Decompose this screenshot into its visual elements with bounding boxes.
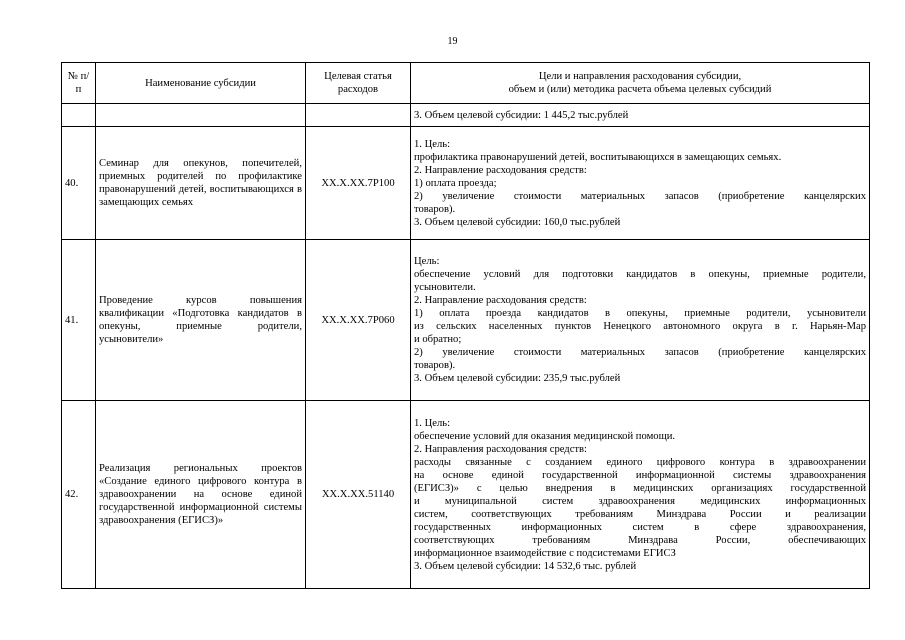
subsidy-table: [61, 62, 870, 589]
cell-code: XX.X.XX.7P060: [306, 240, 411, 401]
desc-line: 3. Объем целевой субсидии: 160,0 тыс.рублей: [414, 216, 621, 228]
desc-line: систем, соответствующих требованиям Минздрава России и реализации: [414, 508, 866, 520]
desc-line: (ЕГИСЗ)» с целью внедрения в медицинских организациях государственной: [414, 482, 866, 494]
desc-line: на основе единой государственной информационной системы здравоохранения: [414, 469, 866, 481]
header-name: Наименование субсидии: [96, 63, 306, 104]
table-row-continuation: [62, 104, 870, 127]
cell-desc: [411, 240, 870, 401]
cell-code: XX.X.XX.51140: [306, 401, 411, 589]
cell-code: [306, 104, 411, 127]
desc-line: 1. Цель:: [414, 138, 451, 150]
cell-num: 41.: [62, 240, 96, 401]
table-row: [62, 401, 870, 589]
cell-num: 42.: [62, 401, 96, 589]
header-desc: [411, 63, 870, 104]
cell-num: 40.: [62, 127, 96, 240]
header-desc-line1: Цели и направления расходования субсидии,: [538, 71, 742, 82]
desc-line: 1. Цель:: [414, 417, 451, 429]
desc-line: информационное взаимодействие с подсистемами ЕГИСЗ: [414, 547, 676, 559]
desc-line: 3. Объем целевой субсидии: 14 532,6 тыс. рублей: [414, 560, 637, 572]
desc-line: товаров).: [414, 203, 456, 215]
desc-line: расходы связанные с созданием единого цифрового контура в здравоохранении: [414, 456, 866, 468]
desc-line: 2) увеличение стоимости материальных запасов (приобретение канцелярских: [414, 347, 866, 358]
table-header-row: [62, 63, 870, 104]
desc-line: 1) оплата проезда;: [414, 177, 497, 189]
cell-num: [62, 104, 96, 127]
desc-line: из сельских населенных пунктов Ненецкого автономного округа в г. Нарьян-Мар: [414, 321, 866, 332]
desc-line: 2. Направление расходования средств:: [414, 164, 587, 176]
desc-line: усыновители.: [414, 282, 476, 293]
desc-line: обеспечение условий для подготовки кандидатов в опекуны, приемные родители,: [414, 269, 866, 280]
desc-line: товаров).: [414, 360, 456, 371]
desc-line: соответствующих требованиям Минздрава России, обеспечивающих: [414, 534, 866, 546]
desc-line: профилактика правонарушений детей, воспитывающихся в замещающих семьях.: [414, 151, 782, 163]
desc-line: 2. Направление расходования средств:: [414, 295, 587, 306]
cell-desc: 3. Объем целевой субсидии: 1 445,2 тыс.рублей: [411, 104, 870, 127]
cell-name: Проведение курсов повышения квалификации «Подготовка кандидатов в опекуны, приемные родители, усыновители»: [96, 240, 306, 401]
table-row: [62, 127, 870, 240]
cell-desc: [411, 127, 870, 240]
desc-line: и муниципальной систем здравоохранения медицинских информационных: [414, 495, 866, 507]
header-desc-line2: объем и (или) методика расчета объема целевых субсидий: [508, 84, 772, 95]
desc-line: 2) увеличение стоимости материальных запасов (приобретение канцелярских: [414, 190, 866, 202]
desc-line: и обратно;: [414, 334, 462, 345]
cell-name: Семинар для опекунов, попечителей, приемных родителей по профилактике правонарушений детей, воспитывающихся в замещающих семьях: [96, 127, 306, 240]
table-row: [62, 240, 870, 401]
desc-line: обеспечение условий для оказания медицинской помощи.: [414, 430, 676, 442]
cell-desc: [411, 401, 870, 589]
header-num: № п/п: [62, 63, 96, 104]
page-number: 19: [447, 36, 458, 47]
desc-line: 3. Объем целевой субсидии: 235,9 тыс.рублей: [414, 373, 621, 384]
desc-line: 1) оплата проезда кандидатов в опекуны, приемные родители, усыновители: [414, 308, 866, 319]
header-code: Целевая статья расходов: [306, 63, 411, 104]
cell-name: Реализация региональных проектов «Создание единого цифрового контура в здравоохранении на основе единой государственной информационной системы здравоохранения (ЕГИСЗ)»: [96, 401, 306, 589]
desc-line: Цель:: [414, 256, 440, 267]
cell-name: [96, 104, 306, 127]
cell-code: XX.X.XX.7P100: [306, 127, 411, 240]
desc-line: государственных информационных систем в сфере здравоохранения,: [414, 521, 866, 533]
desc-line: 2. Направления расходования средств:: [414, 443, 587, 455]
